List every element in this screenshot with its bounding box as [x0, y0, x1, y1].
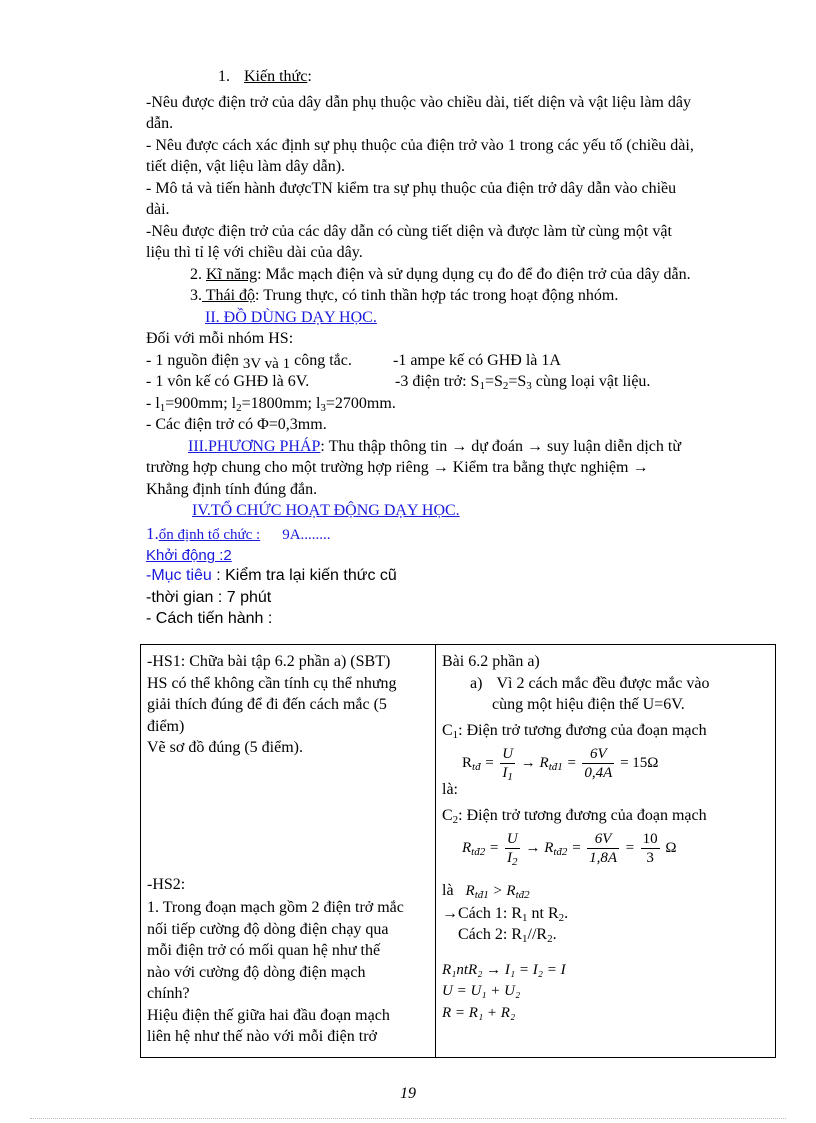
cach-text: Cách 2: R [458, 926, 522, 943]
fraction [641, 830, 660, 867]
objective-line: tiết diện, vật liệu làm dây dẫn). [146, 158, 346, 175]
fraction [582, 745, 614, 782]
fraction [505, 830, 520, 867]
subscript: tđ1 [548, 760, 563, 773]
heading-colon: : [307, 68, 312, 85]
attitude-text: : Trung thực, có tinh thần hợp tác trong hoạt động nhóm. [255, 287, 619, 304]
objective-line: -Nêu được điện trở của các dây dẫn có cùng tiết diện và được làm từ cùng một vật [146, 223, 672, 240]
fraction [500, 745, 515, 782]
objective-line: dài. [146, 201, 170, 218]
equipment-text: =2700mm. [325, 395, 396, 412]
objective-line: dẫn. [146, 115, 174, 132]
equipment-text: cùng loại vật liệu. [531, 373, 651, 390]
heading-kien-thuc [218, 66, 312, 87]
equipment-intro: Đối với mỗi nhóm HS: [146, 330, 294, 347]
math-symbol: R [506, 883, 516, 899]
math-operator: > [488, 883, 507, 899]
hs2-line: nào với cường độ dòng điện mạch [147, 963, 366, 981]
math-symbol: R [539, 754, 549, 771]
objective-line: liệu thì tỉ lệ với chiều dài của dây. [146, 244, 363, 261]
cach-1-line [442, 903, 769, 925]
subscript: 2 [236, 402, 242, 414]
attitude-line [190, 285, 618, 306]
series-formula: R = R₁ + R₂ [442, 1004, 516, 1021]
equation-2 [442, 826, 769, 878]
equation-result: = 15Ω [620, 754, 659, 771]
hs2-line: Hiệu điện thế giữa hai đầu đoạn mạch [147, 1006, 390, 1024]
math-symbol: R [544, 839, 554, 856]
equipment-text: =900mm; l [165, 395, 237, 412]
subscript: 1 [522, 933, 528, 945]
hs2-line: nối tiếp cường độ dòng điện chạy qua [147, 920, 389, 938]
subscript: 1 [507, 771, 513, 783]
cach-text: . [564, 904, 569, 922]
answer-a-text: Vì 2 cách mắc đều được mắc vào [496, 674, 710, 692]
equipment-text: =1800mm; l [241, 395, 321, 412]
step-label: ổn định tổ chức : [158, 527, 261, 543]
subscript: 2 [502, 380, 509, 392]
hs1-line: -HS1: Chữa bài tập 6.2 phần a) (SBT) [147, 653, 391, 670]
subscript: 1 [452, 728, 459, 741]
c1-prefix: C [442, 721, 453, 739]
attitude-number: 3. [190, 287, 202, 304]
equipment-diameter: - Các điện trở có Φ=0,3mm. [146, 416, 327, 433]
equipment-text: công tắc. [290, 352, 352, 369]
series-formula: R₁ntR₂ → I₁ = I₂ = I [442, 961, 566, 978]
hs2-line: liên hệ như thế nào với mỗi điện trở [147, 1028, 377, 1045]
fraction-denominator: 1,8A [589, 850, 617, 866]
hs2-line: mỗi điện trở có mối quan hệ như thế [147, 942, 381, 959]
muc-tieu [146, 565, 397, 586]
cach-text: nt R [527, 904, 559, 922]
fraction-numerator: 6V [582, 745, 614, 764]
compare-expr [466, 883, 530, 899]
objective-line: - Mô tả và tiến hành đượcTN kiểm tra sự phụ thuộc của điện trở dây dẫn vào chiều [146, 180, 677, 197]
c2-prefix: C [442, 806, 453, 824]
subscript: tđ1 [474, 889, 489, 901]
cach-2-line [442, 924, 769, 946]
fraction-denominator [505, 849, 520, 867]
cach-tien-hanh: - Cách tiến hành : [146, 610, 273, 627]
skill-text: : Mắc mạch điện và sử dụng dụng cụ đo để đo điện trở của dây dẫn. [257, 266, 691, 283]
hs1-line: Vẽ sơ đồ đúng (5 điểm). [147, 739, 303, 756]
unit-symbol: Ω [665, 839, 677, 856]
math-symbol: I [507, 850, 513, 866]
answer-column [436, 645, 776, 1058]
section-iii-title: III.PHƯƠNG PHÁP [188, 438, 321, 455]
objective-line: - Nêu được cách xác định sự phụ thuộc của điện trở vào 1 trong các yếu tố (chiều dài, [146, 137, 694, 154]
subscript: 3 [526, 380, 532, 392]
hs1-line: giải thích đúng để đi đến cách mắc (5 [147, 696, 387, 713]
answer-a-line: cùng một hiệu điện thế U=6V. [492, 696, 685, 713]
muc-tieu-text: : Kiểm tra lại kiến thức cũ [211, 567, 397, 584]
subscript: 1 [522, 911, 528, 924]
hs1-line: HS có thể không cần tính cụ thể nhưng [147, 674, 397, 692]
objective-line: -Nêu được điện trở của dây dẫn phụ thuộc vào chiều dài, tiết diện và vật liệu làm dây [146, 94, 691, 111]
section-iii-line [188, 436, 681, 457]
math-symbol: R [465, 883, 475, 899]
cach-text: →Cách 1: R [442, 904, 522, 922]
subscript: tđ2 [553, 845, 568, 858]
equipment-text: - l [146, 395, 160, 412]
subscript: tđ [472, 760, 481, 773]
fraction-denominator [500, 764, 515, 782]
equipment-line-1 [146, 350, 352, 372]
teacher-column [141, 645, 436, 1058]
c1-line [442, 720, 769, 742]
subscript: 2 [512, 856, 518, 868]
cach-text: . [552, 926, 557, 943]
cach-text: //R [527, 926, 548, 943]
equipment-text: -3 điện trở: S [395, 373, 480, 390]
la-label: là [442, 882, 454, 899]
math-symbol: I [502, 765, 508, 781]
equipment-text: =S [484, 373, 503, 390]
subscript: 1 [479, 380, 485, 392]
step-class: 9A........ [282, 527, 331, 543]
step-number: 1. [146, 524, 159, 543]
heading-label: Kiến thức [244, 68, 308, 85]
equation-2-body: $R_{tđ2}$ = $\frac{U}{I_2}$ → $R_{tđ2}$ = $\frac{6V}{1,8A}$ = $\frac{10}{3}$ Ω [462, 831, 677, 868]
attitude-label: Thái độ [202, 287, 256, 304]
subscript: tđ2 [515, 889, 530, 901]
step-2: Khởi động :2 [146, 547, 232, 564]
fraction-denominator: 0,4A [584, 765, 613, 781]
section-ii-title: II. ĐỒ DÙNG DẠY HỌC. [205, 309, 377, 326]
fraction-numerator: U [502, 746, 514, 762]
equipment-text: =S [508, 373, 527, 390]
equipment-resistors [395, 371, 650, 392]
hs2-line: 1. Trong đoạn mạch gồm 2 điện trở mắc [147, 899, 404, 916]
arrow-symbol: → [520, 754, 536, 771]
c2-line [442, 805, 769, 827]
section-iii-text: : Thu thập thông tin → dự đoán → suy luận diễn dịch từ [320, 438, 681, 455]
activity-table [140, 644, 776, 1058]
subscript: tđ2 [471, 845, 486, 858]
compare-line [442, 880, 769, 903]
hs2-line: chính? [147, 985, 190, 1002]
fraction-numerator: U [506, 831, 518, 847]
subscript: 2 [547, 933, 553, 945]
answer-title: Bài 6.2 phần a) [442, 653, 540, 670]
subscript: 1 [159, 402, 166, 414]
page-number: 19 [400, 1085, 416, 1102]
equation-1 [442, 741, 769, 789]
fraction-numerator: 10 [642, 831, 658, 847]
section-iii-line: trường hợp chung cho một trường hợp riêng → Kiểm tra bằng thực nghiệm → [146, 459, 649, 476]
page-divider [30, 1118, 786, 1119]
subscript: 2 [452, 813, 459, 826]
equipment-voltmeter: - 1 vôn kế có GHĐ là 6V. [146, 373, 310, 390]
equipment-text: 3V và 1 [242, 356, 291, 372]
skill-number: 2. [190, 266, 206, 283]
skill-label: Kĩ năng [206, 266, 258, 283]
subscript: 2 [558, 911, 565, 924]
thoi-gian: -thời gian : 7 phút [146, 589, 272, 606]
c1-text: : Điện trở tương đương của đoạn mạch [458, 721, 707, 739]
heading-number: 1. [218, 68, 230, 85]
step-1 [146, 523, 331, 546]
arrow-symbol: → [525, 839, 541, 856]
equipment-lengths [146, 393, 396, 414]
series-formula: U = U₁ + U₂ [442, 983, 521, 999]
answer-a-label: a) [470, 674, 483, 692]
c2-text: : Điện trở tương đương của đoạn mạch [458, 806, 707, 824]
equipment-ammeter: -1 ampe kế có GHĐ là 1A [393, 352, 561, 369]
la-label: là: [442, 781, 458, 798]
muc-tieu-label: -Mục tiêu [146, 567, 212, 584]
answer-a-line [442, 673, 769, 695]
equation-1-body: $R_{tđ}$ = $\frac{U}{I_1}$ → $R_{tđ1}$ = $\frac{6V}{0,4A}$ = 15Ω [462, 746, 659, 783]
hs2-title: -HS2: [147, 875, 186, 893]
math-symbol: R [462, 839, 472, 856]
equipment-text: - 1 nguồn điện [146, 352, 243, 369]
fraction-numerator: 6V [587, 830, 619, 849]
subscript: 3 [320, 402, 326, 414]
fraction-denominator: 3 [646, 850, 654, 866]
section-iv-title: IV.TỔ CHỨC HOẠT ĐỘNG DẠY HỌC. [192, 502, 460, 519]
math-symbol: R [462, 754, 473, 771]
skill-line [190, 264, 691, 285]
fraction [587, 830, 619, 867]
section-iii-line: Khẳng định tính đúng đắn. [146, 481, 318, 498]
hs1-line: điểm) [147, 717, 185, 735]
